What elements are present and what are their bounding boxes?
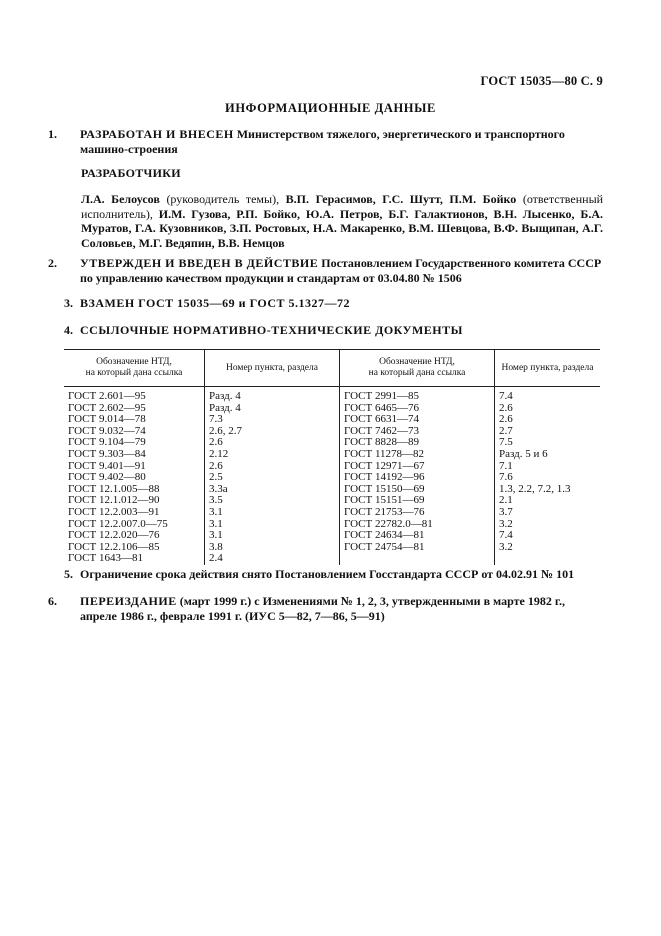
table-row xyxy=(64,472,600,484)
clause-cell: 2.12 xyxy=(205,449,340,461)
designation-cell: ГОСТ 12971—67 xyxy=(340,461,495,473)
designation-cell: ГОСТ 14192—96 xyxy=(340,472,495,484)
clause-cell: 3.2 xyxy=(499,517,513,530)
section-2-lead: УТВЕРЖДЕН И ВВЕДЕН В ДЕЙСТВИЕ xyxy=(80,256,319,270)
clause-cell: 2.7 xyxy=(499,424,513,437)
clause-cell: Разд. 4 xyxy=(205,403,340,415)
developer-lead-role: (руководитель темы), xyxy=(166,192,280,206)
section-1-number: 1. xyxy=(48,127,57,141)
clause-cell: 3.5 xyxy=(205,495,340,507)
document-title: ИНФОРМАЦИОННЫЕ ДАННЫЕ xyxy=(225,101,436,115)
designation-cell: ГОСТ 12.2.106—85 xyxy=(64,542,205,554)
table-row xyxy=(64,542,600,554)
clause-cell: 7.3 xyxy=(205,414,340,426)
designation-cell: ГОСТ 9.014—78 xyxy=(64,414,205,426)
section-6-number: 6. xyxy=(48,594,57,608)
designation-cell: ГОСТ 6631—74 xyxy=(340,414,495,426)
designation-cell: ГОСТ 22782.0—81 xyxy=(340,519,495,531)
designation-cell: ГОСТ 9.032—74 xyxy=(64,426,205,438)
section-2-number: 2. xyxy=(48,256,57,270)
clause-cell: 1.3, 2.2, 7.2, 1.3 xyxy=(499,482,571,495)
clause-cell: 2.1 xyxy=(499,494,513,507)
designation-cell: ГОСТ 2991—85 xyxy=(340,387,495,403)
clause-cell: 2.5 xyxy=(205,472,340,484)
section-3 xyxy=(64,296,603,311)
section-6-lead: ПЕРЕИЗДАНИЕ xyxy=(80,594,177,608)
clause-cell: 7.5 xyxy=(499,436,513,449)
clause-cell: 3.1 xyxy=(205,530,340,542)
table-row xyxy=(64,387,600,403)
section-5-number: 5. xyxy=(64,567,73,581)
developers-list xyxy=(81,192,603,250)
clause-cell: 2.6 xyxy=(499,413,513,426)
designation-cell: ГОСТ 12.2.007.0—75 xyxy=(64,519,205,531)
clause-cell xyxy=(495,553,601,565)
section-4-text: ССЫЛОЧНЫЕ НОРМАТИВНО-ТЕХНИЧЕСКИЕ ДОКУМЕНТЫ xyxy=(80,323,463,337)
section-5 xyxy=(64,567,603,582)
clause-cell: 2.6, 2.7 xyxy=(205,426,340,438)
clause-cell: 3.1 xyxy=(205,519,340,531)
header-designation-line2: на который дана ссылка xyxy=(85,368,183,378)
section-6 xyxy=(48,594,603,624)
clause-cell: 2.4 xyxy=(205,553,340,565)
section-4-number: 4. xyxy=(64,323,73,337)
header-designation-right xyxy=(340,350,495,387)
reference-documents-table xyxy=(64,349,600,565)
developer-names-1: В.П. Герасимов, Г.С. Шутт, П.М. Бойко xyxy=(285,192,517,206)
page-header: ГОСТ 15035—80 С. 9 xyxy=(480,74,603,88)
designation-cell xyxy=(340,553,495,565)
designation-cell: ГОСТ 9.303—84 xyxy=(64,449,205,461)
section-6-text xyxy=(48,594,603,624)
clause-cell: 3.1 xyxy=(205,507,340,519)
designation-cell: ГОСТ 12.2.020—76 xyxy=(64,530,205,542)
section-1 xyxy=(48,127,603,157)
designation-cell: ГОСТ 21753—76 xyxy=(340,507,495,519)
clause-cell: Разд. 4 xyxy=(205,387,340,403)
header-clause-right: Номер пункта, раздела xyxy=(495,350,601,387)
designation-cell: ГОСТ 8828—89 xyxy=(340,437,495,449)
clause-cell: 3.3а xyxy=(205,484,340,496)
designation-cell: ГОСТ 12.2.003—91 xyxy=(64,507,205,519)
developer-names-2: И.М. Гузова, Р.П. Бойко, Ю.А. Петров, Б.Г. Галактионов, В.Н. Лысенко, Б.А. Муратов, Г.А. Кузовников, З.П. Ростовых, Н.А. Макаренко, В.М. Шевцова, В.Ф. Выщипан, А.Г. Соловьев, М.Г. Ведяпин, В.В. Немцов xyxy=(81,206,603,250)
designation-cell: ГОСТ 9.401—91 xyxy=(64,461,205,473)
section-1-body: Министерством тяжелого, энергетического и транспортного машино-строения xyxy=(80,127,565,156)
developer-role-2: (ответственный исполнитель), xyxy=(81,192,604,221)
designation-cell: ГОСТ 6465—76 xyxy=(340,403,495,415)
section-2-body: Постановлением Государственного комитета СССР по управлению качеством продукции и стандартам от 03.04.80 № 1506 xyxy=(80,256,602,285)
designation-cell: ГОСТ 15151—69 xyxy=(340,495,495,507)
clause-cell: Разд. 5 и 6 xyxy=(499,447,548,460)
designation-cell: ГОСТ 24754—81 xyxy=(340,542,495,554)
table-row xyxy=(64,507,600,519)
header-designation-line1: Обозначение НТД, xyxy=(96,357,172,367)
designation-cell: ГОСТ 11278—82 xyxy=(340,449,495,461)
clause-cell: 7.6 xyxy=(499,471,513,484)
developer-lead-name: Л.А. Белоусов xyxy=(81,192,160,206)
section-2 xyxy=(48,256,603,286)
header-designation-line1: Обозначение НТД, xyxy=(379,357,455,367)
clause-cell: 2.6 xyxy=(205,437,340,449)
section-3-text: ВЗАМЕН ГОСТ 15035—69 и ГОСТ 5.1327—72 xyxy=(80,296,351,310)
table-row xyxy=(64,449,600,461)
clause-cell: 7.4 xyxy=(499,390,513,402)
clause-cell: 2.6 xyxy=(205,461,340,473)
designation-cell: ГОСТ 15150—69 xyxy=(340,484,495,496)
section-2-text xyxy=(48,256,603,286)
designation-cell: ГОСТ 12.1.012—90 xyxy=(64,495,205,507)
table-row xyxy=(64,553,600,565)
section-5-text: Ограничение срока действия снято Постановлением Госстандарта СССР от 04.02.91 № 101 xyxy=(80,567,575,581)
clause-cell: 3.8 xyxy=(205,542,340,554)
section-1-text xyxy=(48,127,603,157)
designation-cell: ГОСТ 24634—81 xyxy=(340,530,495,542)
clause-cell: 3.7 xyxy=(499,505,513,518)
designation-cell: ГОСТ 9.104—79 xyxy=(64,437,205,449)
clause-cell: 3.2 xyxy=(499,540,513,553)
clause-cell: 7.1 xyxy=(499,459,513,472)
designation-cell: ГОСТ 2.602—95 xyxy=(64,403,205,415)
developers-heading: РАЗРАБОТЧИКИ xyxy=(81,166,181,180)
header-designation-line2: на который дана ссылка xyxy=(368,368,466,378)
clause-cell: 2.6 xyxy=(499,401,513,414)
section-1-lead: РАЗРАБОТАН И ВНЕСЕН xyxy=(80,127,234,141)
header-designation-left xyxy=(64,350,205,387)
section-4 xyxy=(64,323,603,338)
designation-cell: ГОСТ 1643—81 xyxy=(64,553,205,565)
section-6-body: (март 1999 г.) с Изменениями № 1, 2, 3, утвержденными в марте 1982 г., апреле 1986 г., феврале 1991 г. (ИУС 5—82, 7—86, 5—91) xyxy=(80,594,565,623)
table-row xyxy=(64,530,600,542)
header-clause-left: Номер пункта, раздела xyxy=(205,350,340,387)
designation-cell: ГОСТ 9.402—80 xyxy=(64,472,205,484)
designation-cell: ГОСТ 12.1.005—88 xyxy=(64,484,205,496)
section-3-number: 3. xyxy=(64,296,73,310)
designation-cell: ГОСТ 7462—73 xyxy=(340,426,495,438)
designation-cell: ГОСТ 2.601—95 xyxy=(64,387,205,403)
clause-cell: 7.4 xyxy=(499,529,513,542)
table-header-row xyxy=(64,350,600,387)
